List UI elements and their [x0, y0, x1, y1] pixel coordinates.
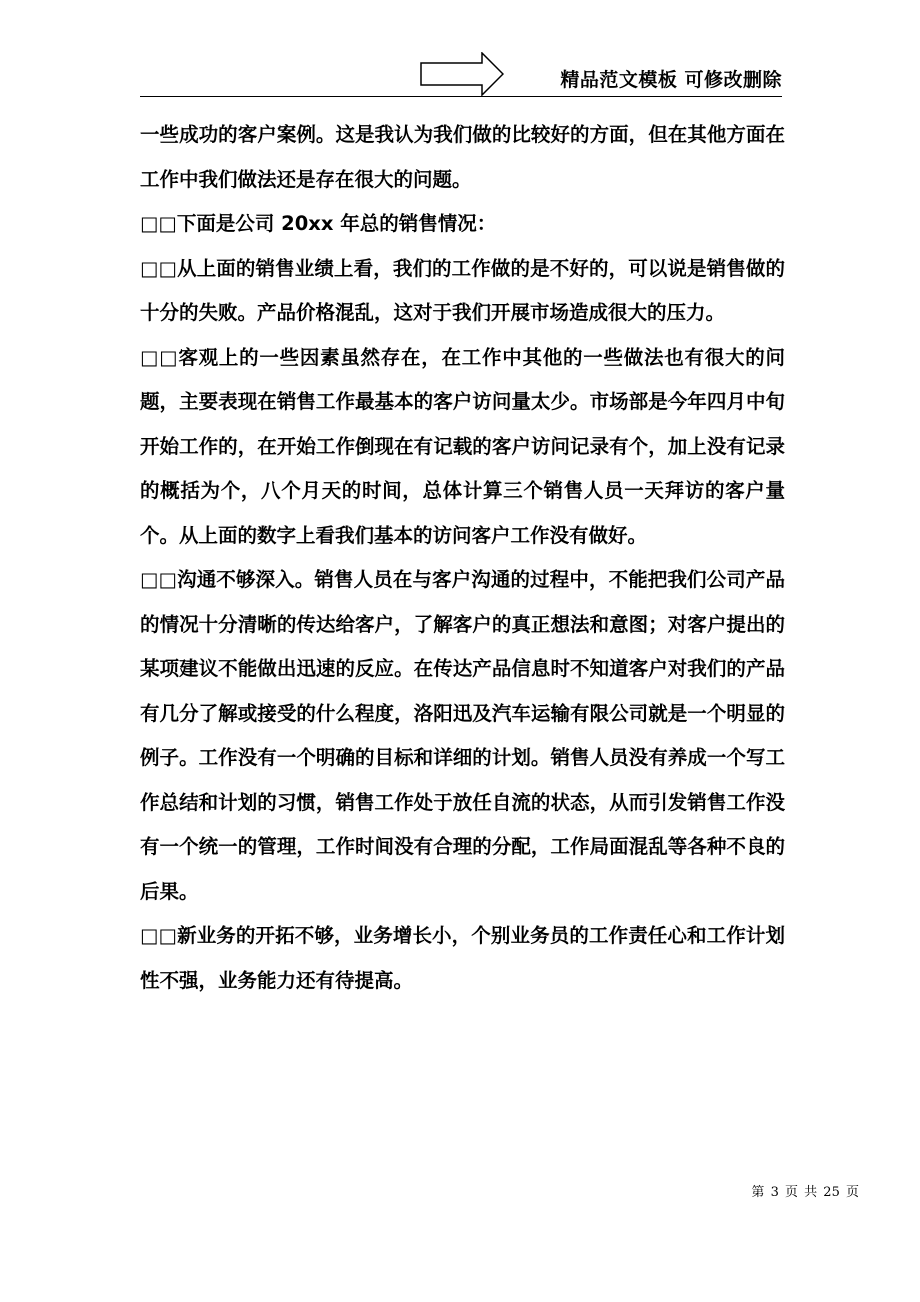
footer-page-unit: 页	[784, 1185, 798, 1200]
paragraph: □□新业务的开拓不够，业务增长小，个别业务员的工作责任心和工作计划性不强，业务能力还有待提高。	[140, 924, 785, 992]
footer-total-prefix: 共	[804, 1185, 818, 1200]
page-header	[140, 52, 782, 98]
header-divider	[140, 96, 782, 97]
document-body	[140, 113, 785, 1003]
footer-page-prefix: 第	[751, 1185, 765, 1200]
paragraph: □□从上面的销售业绩上看，我们的工作做的是不好的，可以说是销售做的十分的失败。产品价格混乱，这对于我们开展市场造成很大的压力。	[140, 256, 785, 324]
footer-total-unit: 页	[845, 1185, 859, 1200]
paragraph: □□下面是公司 20xx 年总的销售情况：	[140, 212, 497, 235]
right-arrow-icon	[420, 52, 504, 96]
footer-current-page: 3	[770, 1185, 779, 1200]
paragraph: □□客观上的一些因素虽然存在，在工作中其他的一些做法也有很大的问题，主要表现在销售工作最基本的客户访问量太少。市场部是今年四月中旬开始工作的，在开始工作倒现在有记载的客户访问记录有个，加上没有记录的概括为个，八个月天的时间，总体计算三个销售人员一天拜访的客户量个。从上面的数字上看我们基本的访问客户工作没有做好。	[140, 345, 785, 547]
paragraph: 一些成功的客户案例。这是我认为我们做的比较好的方面，但在其他方面在工作中我们做法还是存在很大的问题。	[140, 123, 785, 191]
page-footer	[750, 1181, 860, 1200]
footer-total-pages: 25	[823, 1185, 840, 1200]
header-title: 精品范文模板 可修改删除	[560, 69, 782, 91]
paragraph: □□沟通不够深入。销售人员在与客户沟通的过程中，不能把我们公司产品的情况十分清晰的传达给客户，了解客户的真正想法和意图；对客户提出的某项建议不能做出迅速的反应。在传达产品信息时不知道客户对我们的产品有几分了解或接受的什么程度，洛阳迅及汽车运输有限公司就是一个明显的例子。工作没有一个明确的目标和详细的计划。销售人员没有养成一个写工作总结和计划的习惯，销售工作处于放任自流的状态，从而引发销售工作没有一个统一的管理，工作时间没有合理的分配，工作局面混乱等各种不良的后果。	[140, 568, 785, 903]
